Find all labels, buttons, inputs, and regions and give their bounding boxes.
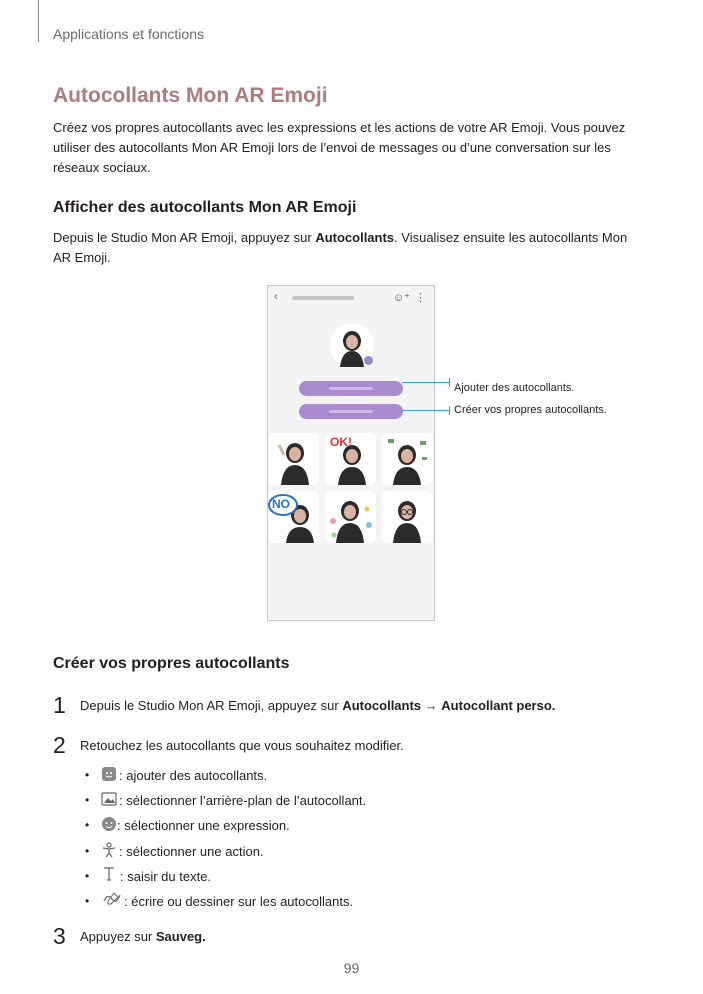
avatar-edit-badge[interactable] [364, 356, 373, 365]
sticker-item[interactable] [382, 433, 433, 485]
step-number: 3 [53, 923, 66, 949]
sticker-item[interactable] [325, 491, 376, 543]
sticker-item[interactable] [382, 491, 433, 543]
text-icon [101, 866, 117, 882]
callout-line-create [402, 410, 450, 411]
create-stickers-button[interactable] [299, 404, 403, 419]
bullet-text: : sélectionner une expression. [117, 818, 290, 833]
bullet-text: : écrire ou dessiner sur les autocollants. [124, 894, 354, 909]
header-rule [38, 0, 39, 42]
intro-paragraph: Créez vos propres autocollants avec les expressions et les actions de votre AR Emoji. Vous pouvez utiliser des autocollants Mon AR Emoji lors de l’envoi de messages ou d’une conversation sur les réseaux sociaux. [53, 120, 626, 175]
pen-icon [102, 891, 122, 907]
more-options-icon[interactable]: ⋮ [415, 292, 426, 304]
bullet-text: : saisir du texte. [120, 869, 212, 884]
sticker-item[interactable] [268, 491, 319, 543]
subsection-title-view: Afficher des autocollants Mon AR Emoji [53, 199, 357, 216]
bullet-mark: • [85, 793, 90, 807]
phone-screenshot [267, 285, 435, 621]
callout-create-stickers: Créer vos propres autocollants. [454, 404, 607, 416]
section-title: Autocollants Mon AR Emoji [53, 84, 328, 107]
add-sticker-icon[interactable]: ☺⁺ [392, 292, 410, 304]
face-icon [101, 816, 117, 832]
bullet-text: : ajouter des autocollants. [119, 768, 268, 783]
bullet-mark: • [85, 869, 90, 883]
step-text: Depuis le Studio Mon AR Emoji, appuyez sur Autocollants → Autocollant perso. [80, 698, 556, 713]
sticker-ok-text: OK! [330, 435, 352, 449]
view-paragraph: Depuis le Studio Mon AR Emoji, appuyez sur Autocollants. Visualisez ensuite les autocollants Mon AR Emoji. [53, 230, 628, 265]
callout-tick-add [449, 378, 450, 387]
sticker-icon [101, 766, 117, 782]
bullet-text: : sélectionner une action. [119, 844, 264, 859]
sticker-no-text: NO [272, 497, 290, 511]
action-icon [101, 842, 117, 858]
callout-add-stickers: Ajouter des autocollants. [454, 382, 575, 394]
sticker-item[interactable] [268, 433, 319, 485]
page-header: Applications et fonctions [53, 26, 204, 42]
bullet-mark: • [85, 844, 90, 858]
step-number: 2 [53, 732, 66, 758]
sticker-item[interactable] [325, 433, 376, 485]
bullet-mark: • [85, 768, 90, 782]
step-text: Appuyez sur Sauveg. [80, 929, 206, 944]
screen-title-placeholder [292, 296, 354, 300]
image-icon [101, 791, 117, 807]
bullet-text: : sélectionner l’arrière-plan de l’autocollant. [119, 793, 367, 808]
page-number: 99 [343, 960, 360, 976]
step-text: Retouchez les autocollants que vous souhaitez modifier. [80, 738, 404, 753]
add-stickers-button[interactable] [299, 381, 403, 396]
bullet-mark: • [85, 894, 90, 908]
callout-line-add [402, 382, 450, 383]
callout-tick-create [449, 406, 450, 415]
bullet-mark: • [85, 818, 90, 832]
subsection-title-create: Créer vos propres autocollants [53, 655, 290, 672]
back-icon[interactable]: ‹ [274, 291, 278, 303]
step-number: 1 [53, 692, 66, 718]
